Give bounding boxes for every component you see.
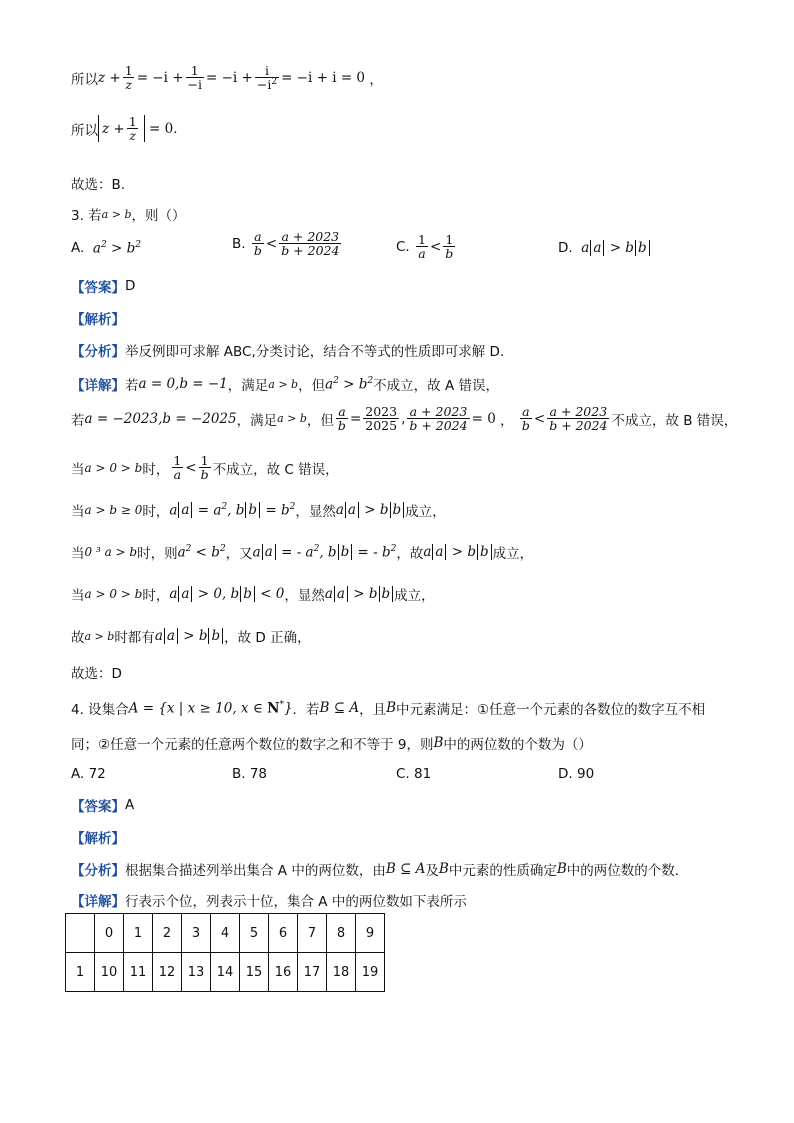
q3-d5-b: 时，则 (137, 546, 178, 562)
q3-d3-b: 时， (142, 461, 170, 478)
q3-d4-a: 当 (71, 504, 85, 520)
q3-d6-d: 成立， (394, 588, 435, 604)
q3-detail-3: 当 a > 0 > b 时， $\frac{1}{a}$ < $\frac{1}{b}$ 不成立，故 C 错误， (71, 453, 339, 483)
q3-d5-cond: 0 ³ a > b (84, 545, 138, 559)
intro-calc-result: = 0 (340, 69, 366, 86)
q3-fenxi-tag: 【分析】 (71, 344, 125, 360)
q3-option-c-label: C. (396, 238, 410, 255)
q4-option-b: B. 78 (232, 766, 268, 782)
q4-answer-tag: 【答案】 (71, 799, 125, 815)
table-cell: 14 (211, 953, 240, 992)
q3-answer-value: D (125, 278, 136, 294)
table-cell: 19 (356, 953, 385, 992)
q3-d2-a: 若 (71, 412, 85, 429)
table-cell: 1 (66, 953, 95, 992)
q3-detail-7: 故 a > b 时都有 a a > b b ，故 D 正确， (71, 628, 311, 646)
q4-stem-d: 中元素满足：①任意一个元素的各数位的数字互不相 (396, 702, 706, 718)
q3-d7-a: 故 (71, 630, 85, 646)
table-cell: 15 (240, 953, 269, 992)
q3-d3-c: 不成立，故 C 错误， (212, 461, 339, 478)
table-row (66, 914, 385, 953)
q4-option-d: D. 90 (558, 766, 595, 782)
table-cell: 16 (269, 953, 298, 992)
table-cell: 0 (95, 914, 124, 953)
table-cell: 8 (327, 914, 356, 953)
q3-detail-6: 当 a > 0 > b 时， a a > 0, b b < 0 ，显然 a a > b b 成立， (71, 586, 435, 604)
q3-fenxi-text: 举反例即可求解 ABC,分类讨论，结合不等式的性质即可求解 D. (125, 344, 505, 360)
q3-option-d-label: D. (558, 240, 573, 256)
table-cell: 17 (298, 953, 327, 992)
q4-xiangjie (71, 890, 467, 910)
q3-answer (71, 276, 135, 296)
q3-d7-c: ，故 D 正确， (224, 630, 311, 646)
q4-stem-c: ，且 (359, 702, 387, 718)
q4-fenxi-tag: 【分析】 (71, 863, 125, 879)
q3-d5-d: ，故 (396, 546, 424, 562)
q3-d2-c: ，但 (306, 412, 334, 429)
q3-d6-a: 当 (71, 588, 85, 604)
q3-d7-b: 时都有 (114, 630, 155, 646)
q3-fenxi (71, 340, 504, 360)
table-cell: 6 (269, 914, 298, 953)
intro-prefix: 所以 (71, 71, 98, 88)
table-cell: 12 (153, 953, 182, 992)
q4-stem-a: 4. 设集合 (71, 702, 129, 718)
q4-fenxi: 【分析】 根据集合描述列举出集合 A 中的两位数，由 B ⊆ A 及 B 中元素的性质确定 B 中的两位数的个数. (71, 861, 680, 879)
q3-d4-d: 成立， (405, 504, 446, 520)
q3-option-b: B. $\frac{a}{b}$ < $\frac{a + 2023}{b + 2024}$ (232, 229, 340, 259)
q3-option-b-label: B. (232, 235, 246, 252)
q3-analysis (71, 308, 125, 328)
q4-xiangjie-tag: 【详解】 (71, 894, 125, 910)
q3-d6-cond: a > 0 > b (84, 587, 143, 601)
q3-d3-cond: a > 0 > b (84, 460, 143, 475)
q3-number: 3. 若 (71, 208, 102, 224)
table-cell: 7 (298, 914, 327, 953)
q3-d2-cond: a = −2023,b = −2025 (84, 410, 237, 427)
q4-fenxi-a: 根据集合描述列举出集合 A 中的两位数，由 (125, 863, 386, 879)
q3-d5-e: 成立， (492, 546, 534, 562)
table-cell: 3 (182, 914, 211, 953)
q3-option-a: A. $a^2 > b^2$ (71, 240, 141, 257)
q3-d3-a: 当 (71, 461, 85, 478)
q3-d4-cond: a > b ≥ 0 (84, 503, 143, 517)
q3-d5-c: ，又 (225, 546, 253, 562)
q3-detail-2: 若 a = −2023,b = −2025 ，满足 a > b ，但 $\frac{a}{b}$ = $\frac{2023}{2025}$ , $\frac{a + 2023}{b + 2024}$ = 0 ， $\frac{a}{b}$ < $\frac{a + 2023}{b + 2024}$ 不成立，故 B 错误， (71, 404, 738, 434)
q3-stem-tail: ，则（） (131, 208, 186, 224)
q4-xiangjie-text: 行表示个位，列表示十位，集合 A 中的两位数如下表所示 (125, 894, 467, 910)
table-cell: 1 (124, 914, 153, 953)
table-cell (66, 914, 95, 953)
intro-abs-result: = 0 (148, 120, 174, 137)
q4-fenxi-b: 及 (425, 863, 439, 879)
q3-d4-c: ，显然 (295, 504, 336, 520)
q3-d6-b: 时， (142, 588, 170, 604)
q3-answer-tag: 【答案】 (71, 280, 125, 296)
table-cell: 10 (95, 953, 124, 992)
q3-stem (71, 204, 185, 224)
q3-option-c: C. $\frac{1}{a}$ < $\frac{1}{b}$ (396, 232, 454, 262)
q3-d4-b: 时， (142, 504, 170, 520)
table-cell: 11 (124, 953, 153, 992)
q3-choice: 故选：D (71, 666, 122, 682)
q3-detail-4: 当 a > b ≥ 0 时， a $a = a^2$, b $b = b^2$ ，显然 a a > b b 成立， (71, 501, 446, 520)
q4-answer (71, 795, 134, 815)
q4-analysis-tag: 【解析】 (71, 831, 125, 847)
table-cell: 13 (182, 953, 211, 992)
q3-option-d: D. a a > b b (558, 240, 651, 256)
q3-d7-cond: a > b (84, 629, 115, 643)
q3-detail-1: 【详解】 若 a = 0,b = −1 ，满足 a > b ，但 $a^2 > b^2$ 不成立，故 A 错误， (71, 375, 499, 394)
q4-stem-line2: 同；②任意一个元素的任意两个数位的数字之和不等于 9，则 B 中的两位数的个数为（） (71, 735, 592, 753)
q4-stem-b: ．若 (292, 702, 320, 718)
q3-d1-a: 若 (125, 378, 139, 394)
intro-choice: 故选：B. (71, 177, 126, 193)
intro-abs-prefix: 所以 (71, 122, 98, 139)
q4-fenxi-c: 中元素的性质确定 (448, 863, 557, 879)
q4-option-a: A. 72 (71, 766, 106, 782)
intro-calc-line: 所以 z + $\frac{1}{z}$ = −i + $\frac{1}{-i}$ = −i + $\frac{i}{-i^2}$ = −i + i = 0 ， (71, 63, 383, 93)
table-cell: 18 (327, 953, 356, 992)
q3-d2-b: ，满足 (236, 412, 278, 429)
q3-xiangjie-tag: 【详解】 (71, 378, 125, 394)
q3-d5-a: 当 (71, 546, 85, 562)
q3-d1-cond: a = 0,b = −1 (138, 376, 228, 392)
q4-stem-line2-b: 中的两位数的个数为（） (443, 737, 592, 753)
two-digit-table (65, 913, 385, 992)
table-cell: 9 (356, 914, 385, 953)
q3-d1-c: ，但 (298, 378, 326, 394)
q4-analysis (71, 827, 125, 847)
q3-analysis-tag: 【解析】 (71, 312, 125, 328)
q3-d1-b: ，满足 (227, 378, 269, 394)
table-cell: 5 (240, 914, 269, 953)
table-row (66, 953, 385, 992)
q3-detail-5: 当 0 ³ a > b 时，则 $a^2 < b^2$ ，又 a a = - $a^2$, b b = - $b^2$ ，故 a a > b b 成立， (71, 543, 534, 562)
q3-d1-d: 不成立，故 A 错误， (373, 378, 499, 394)
table-cell: 2 (153, 914, 182, 953)
q4-fenxi-d: 中的两位数的个数. (566, 863, 680, 879)
q4-stem-line1: 4. 设集合 A = {x | x ≥ 10, x ∈ N*} ．若 B ⊆ A ，且 B 中元素满足：①任意一个元素的各数位的数字互不相 (71, 699, 706, 718)
table-cell: 4 (211, 914, 240, 953)
q3-d2-d: 不成立，故 B 错误， (611, 412, 738, 429)
q4-stem-line2-a: 同；②任意一个元素的任意两个数位的数字之和不等于 9，则 (71, 737, 434, 753)
q4-option-c: C. 81 (396, 766, 432, 782)
q3-condition: a > b (101, 207, 132, 221)
q3-option-a-label: A. (71, 240, 85, 257)
q3-d6-c: ，显然 (284, 588, 325, 604)
q4-answer-value: A (125, 797, 135, 813)
intro-abs-line: 所以 z + $\frac{1}{z}$ = 0 . (71, 114, 178, 144)
